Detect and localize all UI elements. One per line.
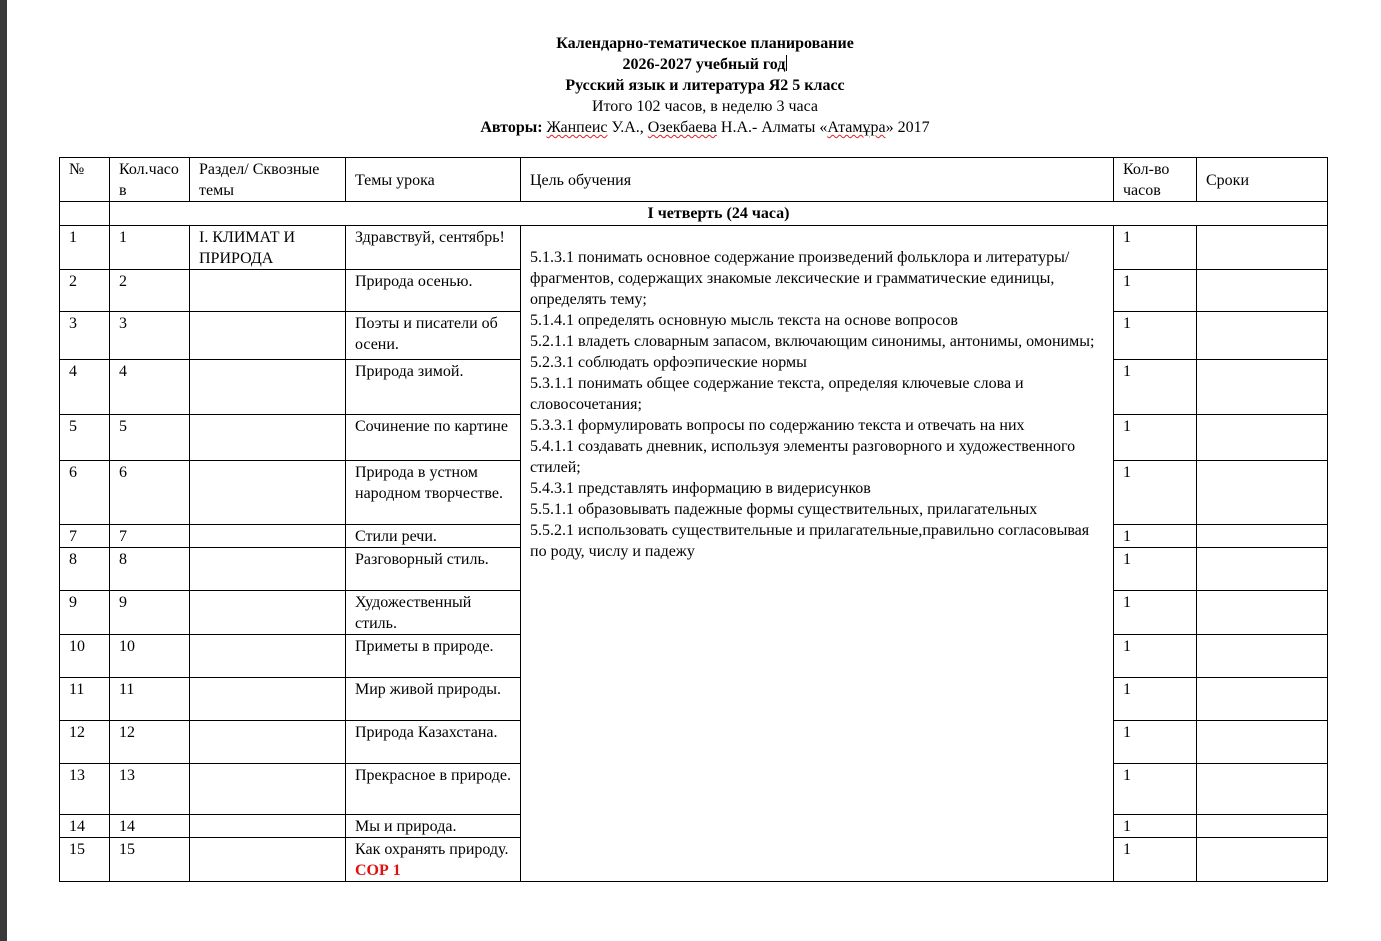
row-num: 6 — [60, 461, 110, 525]
row-num: 13 — [60, 764, 110, 815]
topic-text: Приметы в природе. — [355, 638, 494, 655]
topic-text: Мы и природа. — [355, 818, 457, 835]
row-hours-num: 15 — [110, 838, 190, 882]
row-topic — [346, 360, 521, 415]
goal-item: 5.5.1.1 образовывать падежные формы существительных, прилагательных — [530, 501, 1038, 518]
row-hours-num: 10 — [110, 635, 190, 678]
col-dates: Сроки — [1197, 158, 1328, 202]
row-hours-num: 4 — [110, 360, 190, 415]
row-section — [190, 635, 346, 678]
row-topic — [346, 721, 521, 764]
row-section — [190, 415, 346, 461]
goal-item: 5.3.1.1 понимать общее содержание текста, определяя ключевые слова и словосочетания; — [530, 375, 1024, 413]
row-num: 7 — [60, 525, 110, 548]
row-num: 10 — [60, 635, 110, 678]
goal-item: 5.2.1.1 владеть словарным запасом, включающим синонимы, антонимы, омонимы; — [530, 333, 1095, 350]
authors-line: Авторы: Жанпеис У.А., Озекбаева Н.А.- Алматы «Атамұра» 2017 — [480, 119, 930, 136]
row-section — [190, 360, 346, 415]
row-count: 1 — [1114, 815, 1197, 838]
goal-item: 5.1.4.1 определять основную мысль текста на основе вопросов — [530, 312, 958, 329]
row-hours-num: 12 — [110, 721, 190, 764]
topic-text: Художественный стиль. — [355, 594, 472, 632]
planning-table — [59, 157, 1328, 882]
row-dates — [1197, 591, 1328, 635]
row-count: 1 — [1114, 360, 1197, 415]
row-topic — [346, 764, 521, 815]
row-dates — [1197, 525, 1328, 548]
row-dates — [1197, 226, 1328, 270]
row-hours-num: 14 — [110, 815, 190, 838]
window-edge — [0, 0, 7, 941]
row-topic — [346, 461, 521, 525]
row-hours-num: 1 — [110, 226, 190, 270]
goal-item: 5.4.1.1 создавать дневник, используя элементы разговорного и художественного стилей; — [530, 438, 1076, 476]
row-hours-num: 11 — [110, 678, 190, 721]
topic-text: Как охранять природу. — [355, 841, 509, 858]
topic-text: Прекрасное в природе. — [355, 767, 511, 784]
row-num: 15 — [60, 838, 110, 882]
col-hours-num: Кол.часов — [110, 158, 190, 202]
row-num: 5 — [60, 415, 110, 461]
learning-goals — [521, 226, 1114, 882]
row-dates — [1197, 764, 1328, 815]
row-count: 1 — [1114, 635, 1197, 678]
row-count: 1 — [1114, 838, 1197, 882]
row-section — [190, 548, 346, 591]
school-year: 2026-2027 учебный год — [622, 56, 786, 73]
hours-total: Итого 102 часов, в неделю 3 часа — [591, 98, 819, 115]
row-num: 2 — [60, 270, 110, 312]
text-cursor — [786, 55, 787, 71]
row-num: 9 — [60, 591, 110, 635]
row-dates — [1197, 360, 1328, 415]
header-row — [60, 158, 1328, 202]
row-num: 11 — [60, 678, 110, 721]
col-count: Кол-во часов — [1114, 158, 1197, 202]
row-section — [190, 270, 346, 312]
goal-item: 5.3.3.1 формулировать вопросы по содержанию текста и отвечать на них — [530, 417, 1025, 434]
row-dates — [1197, 312, 1328, 360]
topic-text: Поэты и писатели об осени. — [355, 315, 498, 353]
row-dates — [1197, 548, 1328, 591]
row-num: 12 — [60, 721, 110, 764]
topic-text: Природа зимой. — [355, 363, 464, 380]
row-hours-num: 13 — [110, 764, 190, 815]
row-topic — [346, 815, 521, 838]
row-section — [190, 815, 346, 838]
row-hours-num: 6 — [110, 461, 190, 525]
row-section — [190, 764, 346, 815]
row-num: 3 — [60, 312, 110, 360]
row-topic — [346, 678, 521, 721]
row-section — [190, 721, 346, 764]
row-topic — [346, 591, 521, 635]
doc-title: Календарно-тематическое планирование — [556, 35, 854, 52]
row-dates — [1197, 415, 1328, 461]
row-count: 1 — [1114, 591, 1197, 635]
row-num: 14 — [60, 815, 110, 838]
topic-text: Сочинение по картине — [355, 418, 508, 435]
row-section — [190, 525, 346, 548]
goal-item: 5.1.3.1 понимать основное содержание произведений фольклора и литературы/ фрагментов, содержащих знакомые лексические и грамматические единицы, определять тему; — [530, 249, 1070, 308]
row-topic — [346, 525, 521, 548]
topic-text: Стили речи. — [355, 528, 437, 545]
row-section — [190, 312, 346, 360]
row-count: 1 — [1114, 525, 1197, 548]
col-section: Раздел/ Сквозные темы — [190, 158, 346, 202]
row-dates — [1197, 635, 1328, 678]
row-hours-num: 5 — [110, 415, 190, 461]
topic-text: Разговорный стиль. — [355, 551, 489, 568]
subject-line: Русский язык и литература Я2 5 класс — [565, 77, 845, 94]
topic-text: Природа в устном народном творчестве. — [355, 464, 503, 502]
col-topic: Темы урока — [346, 158, 521, 202]
row-num: 8 — [60, 548, 110, 591]
col-goal: Цель обучения — [521, 158, 1114, 202]
row-count: 1 — [1114, 764, 1197, 815]
row-hours-num: 2 — [110, 270, 190, 312]
topic-text: Мир живой природы. — [355, 681, 501, 698]
goal-item: 5.4.3.1 представлять информацию в видерисунков — [530, 480, 871, 497]
row-section — [190, 678, 346, 721]
row-count: 1 — [1114, 721, 1197, 764]
row-dates — [1197, 815, 1328, 838]
row-hours-num: 7 — [110, 525, 190, 548]
row-dates — [1197, 270, 1328, 312]
row-hours-num: 3 — [110, 312, 190, 360]
row-topic — [346, 548, 521, 591]
row-topic — [346, 226, 521, 270]
row-section — [190, 591, 346, 635]
row-count: 1 — [1114, 270, 1197, 312]
row-section — [190, 838, 346, 882]
goal-item: 5.2.3.1 соблюдать орфоэпические нормы — [530, 354, 807, 371]
row-dates — [1197, 461, 1328, 525]
row-count: 1 — [1114, 461, 1197, 525]
row-topic — [346, 635, 521, 678]
row-count: 1 — [1114, 548, 1197, 591]
topic-text: Природа осенью. — [355, 273, 473, 290]
row-topic — [346, 312, 521, 360]
row-topic — [346, 838, 521, 882]
row-dates — [1197, 721, 1328, 764]
row-count: 1 — [1114, 312, 1197, 360]
row-section: I. КЛИМАТ И ПРИРОДА — [190, 226, 346, 270]
document-header — [0, 33, 1381, 138]
topic-text: Здравствуй, сентябрь! — [355, 229, 505, 246]
row-num: 4 — [60, 360, 110, 415]
table-row — [60, 226, 1328, 270]
row-dates — [1197, 678, 1328, 721]
row-count: 1 — [1114, 226, 1197, 270]
topic-text: Природа Казахстана. — [355, 724, 498, 741]
goal-item: 5.5.2.1 использовать существительные и прилагательные,правильно согласовывая по роду, числу и падежу — [530, 522, 1090, 560]
row-num: 1 — [60, 226, 110, 270]
row-section — [190, 461, 346, 525]
row-hours-num: 9 — [110, 591, 190, 635]
col-num: № — [60, 158, 110, 202]
quarter-row — [60, 202, 1328, 226]
row-count: 1 — [1114, 415, 1197, 461]
row-topic — [346, 415, 521, 461]
row-dates — [1197, 838, 1328, 882]
row-topic — [346, 270, 521, 312]
row-count: 1 — [1114, 678, 1197, 721]
quarter-title: I четверть (24 часа) — [110, 202, 1328, 226]
sor-badge: СОР 1 — [355, 862, 401, 879]
row-hours-num: 8 — [110, 548, 190, 591]
